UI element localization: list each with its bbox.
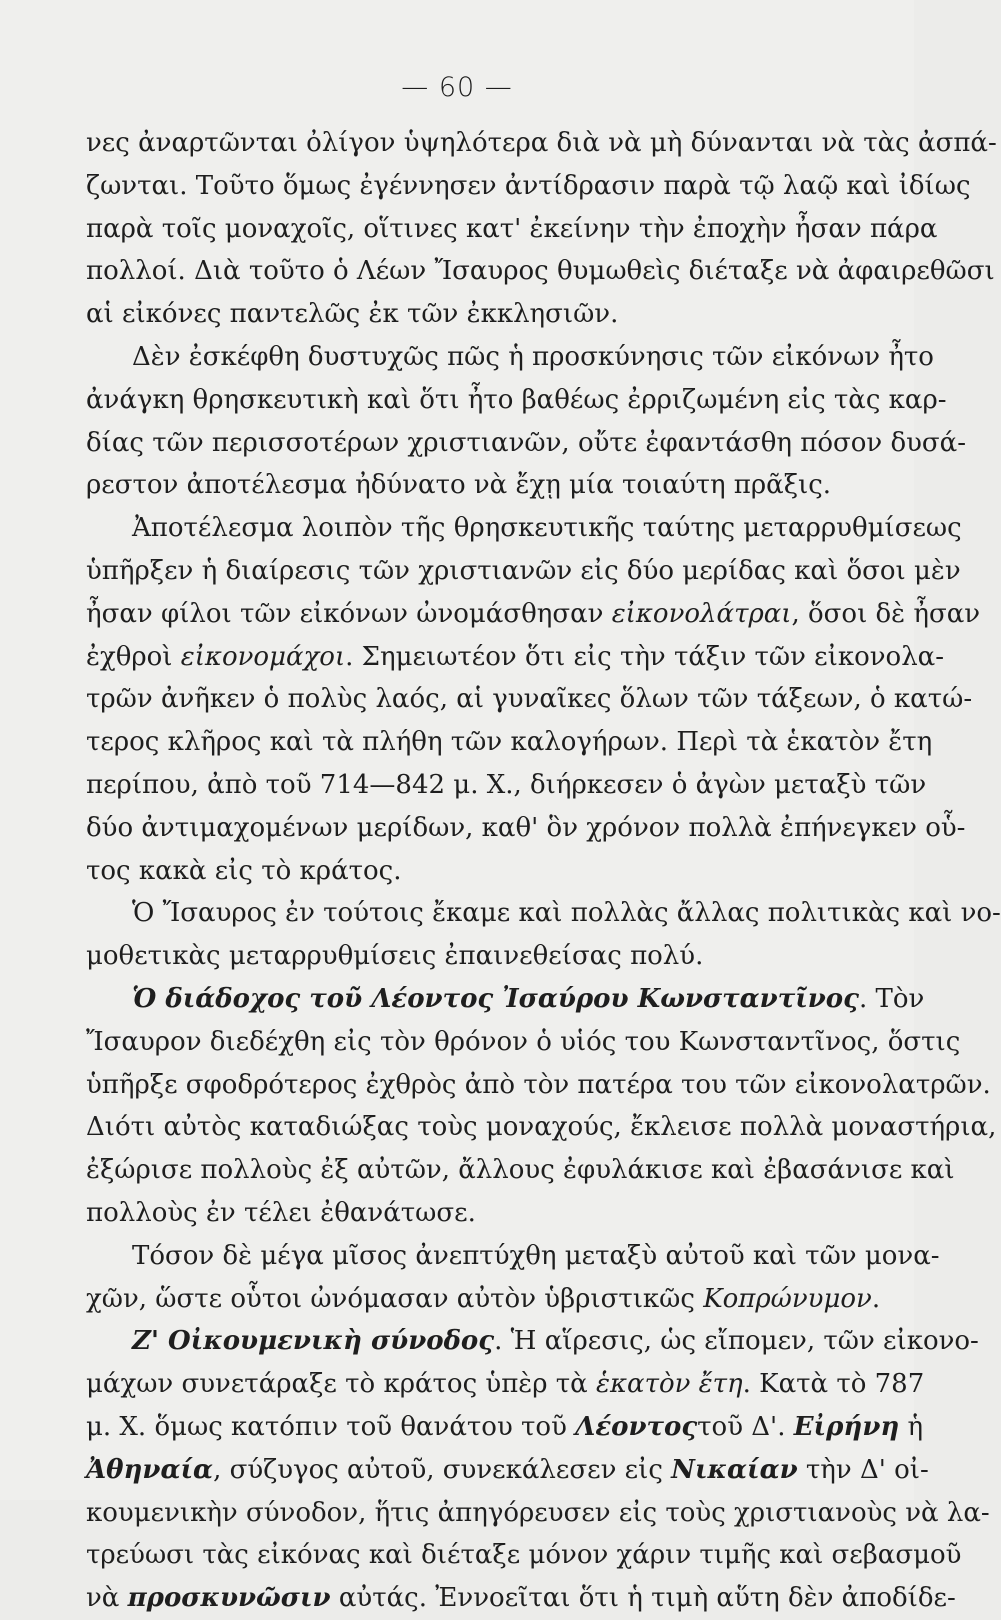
text-line: δύο ἀντιμαχομένων μερίδων, καθ' ὃν χρόνον πολλὰ ἐπήνεγκεν οὗ-: [86, 812, 966, 843]
text-run: μάχων συνετάραξε τὸ κράτος ὑπὲρ τὰ: [86, 1369, 597, 1400]
text-run: χῶν, ὥστε οὗτοι ὠνόμασαν αὐτὸν ὑβριστικῶς: [86, 1283, 704, 1314]
text-run: τοῦ Δ'.: [697, 1411, 794, 1442]
text-line: ὑπῆρξεν ἡ διαίρεσις τῶν χριστιανῶν εἰς δύο μερίδας καὶ ὅσοι μὲν: [86, 555, 961, 586]
text-run: . Σημειωτέον ὅτι εἰς τὴν τάξιν τῶν εἰκονολα-: [345, 641, 945, 672]
text-line: πολλοὺς ἐν τέλει ἐθανάτωσε.: [86, 1197, 476, 1228]
text-line: [86, 1406, 924, 1449]
text-line: Διότι αὐτὸς καταδιώξας τοὺς μοναχούς, ἔκλεισε πολλὰ μοναστήρια,: [86, 1112, 997, 1143]
text-line: [86, 636, 945, 679]
text-line: νες ἀναρτῶνται ὀλίγον ὑψηλότερα διὰ νὰ μὴ δύνανται νὰ τὰς ἀσπά-: [86, 128, 997, 158]
text-run: . Τὸν: [858, 983, 925, 1014]
text-line: κουμενικὴν σύνοδον, ἥτις ἀπηγόρευσεν εἰς τοὺς χριστιανοὺς νὰ λα-: [86, 1497, 990, 1528]
term-eirene: Εἰρήνη: [793, 1411, 900, 1442]
text-line: [86, 1449, 929, 1492]
page-number: — 60 —: [401, 72, 513, 103]
text-line: ὑπῆρξε σφοδρότερος ἐχθρὸς ἀπὸ τὸν πατέρα του τῶν εἰκονολατρῶν.: [86, 1069, 991, 1100]
text-line: μοθετικὰς μεταρρυθμίσεις ἐπαινεθείσας πολύ.: [86, 941, 704, 972]
text-line: Τόσον δὲ μέγα μῖσος ἀνεπτύχθη μεταξὺ αὐτοῦ καὶ τῶν μονα-: [132, 1240, 940, 1271]
text-line: Ἴσαυρον διεδέχθη εἰς τὸν θρόνον ὁ υἱός του Κωνσταντῖνος, ὅστις: [86, 1026, 961, 1057]
text-line: ζωνται. Τοῦτο ὅμως ἐγέννησεν ἀντίδρασιν παρὰ τῷ λαῷ καὶ ἰδίως: [86, 170, 971, 201]
text-line: ἀνάγκη θρησκευτικὴ καὶ ὅτι ἦτο βαθέως ἐρριζωμένη εἰς τὰς καρ-: [86, 384, 947, 415]
text-run: ἦσαν φίλοι τῶν εἰκόνων ὠνομάσθησαν: [86, 598, 612, 629]
text-line: [86, 1278, 881, 1321]
text-run: .: [871, 1283, 881, 1314]
term-eikonomachoi: εἰκονομάχοι: [180, 641, 346, 672]
text-line: [86, 593, 981, 636]
text-run: τὴν Δ' οἰ-: [797, 1454, 929, 1485]
text-line: πολλοί. Διὰ τοῦτο ὁ Λέων Ἴσαυρος θυμωθεὶς διέταξε νὰ ἀφαιρεθῶσι: [86, 256, 995, 287]
text-line: Δὲν ἐσκέφθη δυστυχῶς πῶς ἡ προσκύνησις τῶν εἰκόνων ἦτο: [132, 341, 934, 372]
section-heading-synod: Ζ' Οἰκουμενικὴ σύνοδος: [132, 1326, 495, 1357]
term-nikaian: Νικαίαν: [671, 1454, 798, 1485]
text-line: ρεστον ἀποτέλεσμα ἠδύνατο νὰ ἔχῃ μία τοιαύτη πρᾶξις.: [86, 470, 832, 501]
text-run: . Κατὰ τὸ 787: [742, 1369, 925, 1400]
text-run: ἡ: [899, 1411, 924, 1442]
text-line: τερος κλῆρος καὶ τὰ πλήθη τῶν καλογήρων. Περὶ τὰ ἑκατὸν ἔτη: [86, 727, 933, 758]
text-line: περίπου, ἀπὸ τοῦ 714—842 μ. Χ., διήρκεσεν ὁ ἀγὼν μεταξὺ τῶν: [86, 769, 927, 800]
text-run: αὐτάς. Ἐννοεῖται ὅτι ἡ τιμὴ αὕτη δὲν ἀποδίδε-: [330, 1583, 956, 1614]
text-line: τρῶν ἀνῆκεν ὁ πολὺς λαός, αἱ γυναῖκες ὅλων τῶν τάξεων, ὁ κατώ-: [86, 684, 973, 715]
section-heading-line: [86, 1320, 979, 1363]
text-line: ἐξώρισε πολλοὺς ἐξ αὐτῶν, ἄλλους ἐφυλάκισε καὶ ἐβασάνισε καὶ: [86, 1155, 955, 1186]
term-athenaia: Ἀθηναία: [86, 1454, 214, 1485]
text-run: . Ἡ αἵρεσις, ὡς εἴπομεν, τῶν εἰκονο-: [494, 1326, 979, 1357]
section-heading-konstantinos: Ὁ διάδοχος τοῦ Λέοντος Ἰσαύρου Κωνσταντῖνος: [132, 983, 859, 1014]
text-line: [86, 1577, 956, 1620]
text-line: [86, 1363, 925, 1406]
text-run: μ. Χ. ὅμως κατόπιν τοῦ θανάτου τοῦ: [86, 1411, 576, 1442]
text-line: τος κακὰ εἰς τὸ κράτος.: [86, 855, 402, 886]
text-line: δίας τῶν περισσοτέρων χριστιανῶν, οὔτε ἐφαντάσθη πόσον δυσά-: [86, 427, 966, 458]
text-run: ἐχθροὶ: [86, 641, 181, 672]
page-body: [86, 122, 1001, 1620]
text-line: τρεύωσι τὰς εἰκόνας καὶ διέταξε μόνον χάριν τιμῆς καὶ σεβασμοῦ: [86, 1540, 962, 1571]
term-kopronymon: Κοπρώνυμον: [703, 1283, 872, 1314]
text-run: , ὅσοι δὲ ἦσαν: [791, 598, 981, 629]
term-eikonolatrai: εἰκονολάτραι: [611, 598, 792, 629]
section-heading-line: [86, 978, 925, 1021]
text-run: νὰ: [86, 1583, 128, 1614]
text-line: Ἀποτέλεσμα λοιπὸν τῆς θρησκευτικῆς ταύτης μεταρρυθμίσεως: [132, 513, 962, 544]
text-line: αἱ εἰκόνες παντελῶς ἐκ τῶν ἐκκλησιῶν.: [86, 299, 619, 330]
text-run: , σύζυγος αὐτοῦ, συνεκάλεσεν εἰς: [213, 1454, 672, 1485]
text-line: Ὁ Ἴσαυρος ἐν τούτοις ἔκαμε καὶ πολλὰς ἄλλας πολιτικὰς καὶ νο-: [132, 898, 1001, 929]
text-line: παρὰ τοῖς μοναχοῖς, οἵτινες κατ' ἐκείνην τὴν ἐποχὴν ἦσαν πάρα: [86, 213, 938, 244]
term-leontos: Λέοντος: [575, 1411, 698, 1442]
term-hundred-years: ἑκατὸν ἔτη: [596, 1369, 743, 1400]
term-proskynosin: προσκυνῶσιν: [127, 1583, 331, 1614]
